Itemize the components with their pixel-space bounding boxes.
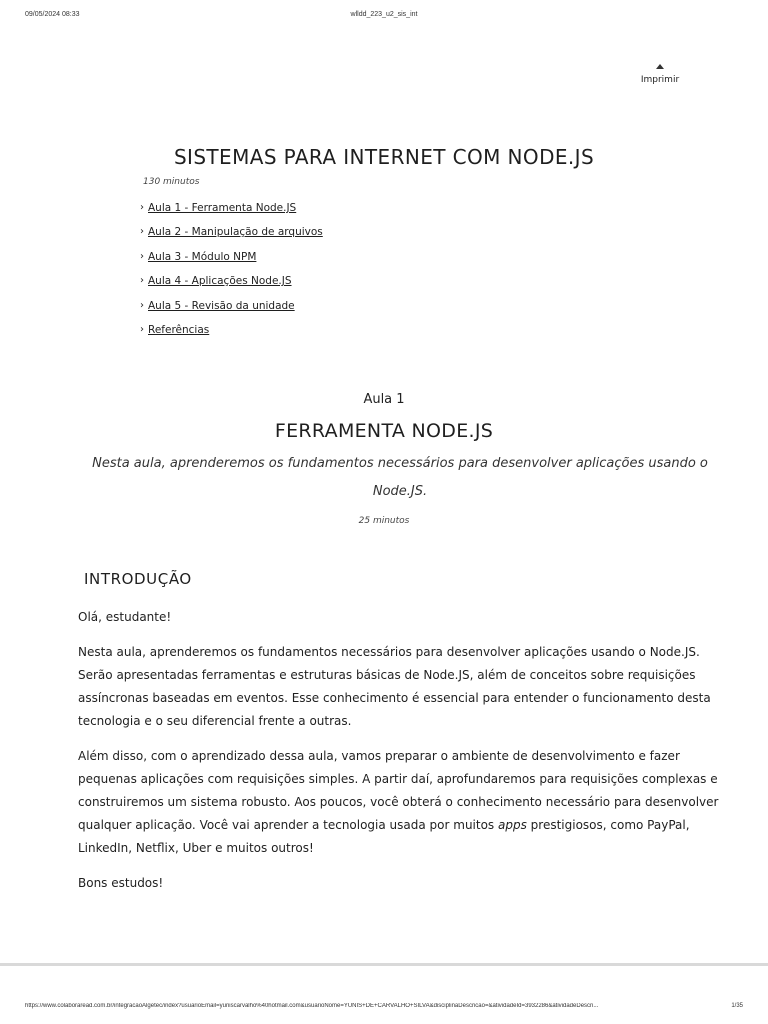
course-duration: 130 minutos: [143, 177, 200, 187]
toc-link-aula-2[interactable]: Aula 2 - Manipulação de arquivos: [148, 226, 323, 239]
chevron-right-icon: ›: [140, 323, 144, 335]
chevron-right-icon: ›: [140, 202, 144, 213]
course-title: SISTEMAS PARA INTERNET COM NODE.JS: [173, 145, 595, 169]
closing-paragraph: Bons estudos!: [78, 876, 164, 890]
paragraph-text: Além disso, com o aprendizado dessa aula, vamos preparar o ambiente de desenvolvimento e fazer pequenas aplicações com requisições simples. A partir daí, aprofundaremos para requisições complexas e construiremos um sistema robusto. Aos poucos, você obterá o conhecimento necessário para desenvolver qualquer aplicação. Você vai aprender a tecnologia usada por muitos: [78, 749, 719, 832]
apps-emphasis: apps: [498, 818, 527, 832]
toc-item: [140, 226, 323, 250]
paragraph-text: prestigiosos, como PayPal, LinkedIn, Netflix, Uber e muitos outros!: [78, 818, 690, 855]
intro-paragraph-2: [78, 745, 728, 860]
print-date: 09/05/2024 08:33: [25, 11, 80, 18]
table-of-contents: [140, 202, 323, 348]
toc-item: [140, 202, 323, 226]
print-arrow-icon: [656, 64, 664, 69]
print-button[interactable]: [632, 64, 688, 85]
print-button-label: Imprimir: [640, 75, 680, 85]
lesson-duration: 25 minutos: [358, 516, 410, 526]
greeting-paragraph: Olá, estudante!: [78, 610, 172, 624]
toc-link-aula-5[interactable]: Aula 5 - Revisão da unidade: [148, 299, 295, 312]
print-header: [0, 11, 768, 23]
page-number: 1/35: [731, 1003, 743, 1009]
section-heading: INTRODUÇÃO: [84, 570, 192, 588]
chevron-right-icon: ›: [140, 226, 144, 238]
toc-link-aula-4[interactable]: Aula 4 - Aplicações Node.JS: [148, 275, 292, 288]
chevron-right-icon: ›: [140, 250, 144, 262]
print-url: https://www.colaboraread.com.br/integracaoAlgetec/index?usuarioEmail=yuniscarvalho%40hotmail.com&usuarioNome=YUNIS+DE+CARVALHO+SILVA&disciplinaDescricao=&atividadeId=3932286&atividadeDescri...: [25, 1003, 599, 1009]
toc-link-referencias[interactable]: Referências: [148, 323, 210, 336]
print-doc-title: wlldd_223_u2_sis_int: [350, 11, 418, 18]
toc-item: [140, 300, 323, 324]
lesson-number: Aula 1: [363, 392, 405, 407]
lesson-description: Nesta aula, aprenderemos os fundamentos necessários para desenvolver aplicações usando o Node.JS.: [92, 456, 708, 499]
lesson-title: FERRAMENTA NODE.JS: [274, 420, 494, 442]
lesson-body: [78, 606, 728, 907]
chevron-right-icon: ›: [140, 299, 144, 311]
toc-item: [140, 251, 323, 275]
footer-divider: [0, 963, 768, 966]
toc-link-aula-3[interactable]: Aula 3 - Módulo NPM: [148, 250, 257, 263]
intro-paragraph-1: Nesta aula, aprenderemos os fundamentos necessários para desenvolver aplicações usando o Node.JS. Serão apresentadas ferramentas e estruturas básicas de Node.JS, além de conceitos sobre requisições assíncronas baseadas em eventos. Esse conhecimento é essencial para entender o funcionamento desta tecnologia e o seu diferencial frente a outras.: [78, 645, 711, 728]
toc-item: [140, 324, 323, 348]
chevron-right-icon: ›: [140, 275, 144, 287]
print-footer: [25, 1003, 743, 1013]
toc-link-aula-1[interactable]: Aula 1 - Ferramenta Node.JS: [148, 202, 297, 214]
toc-item: [140, 275, 323, 299]
